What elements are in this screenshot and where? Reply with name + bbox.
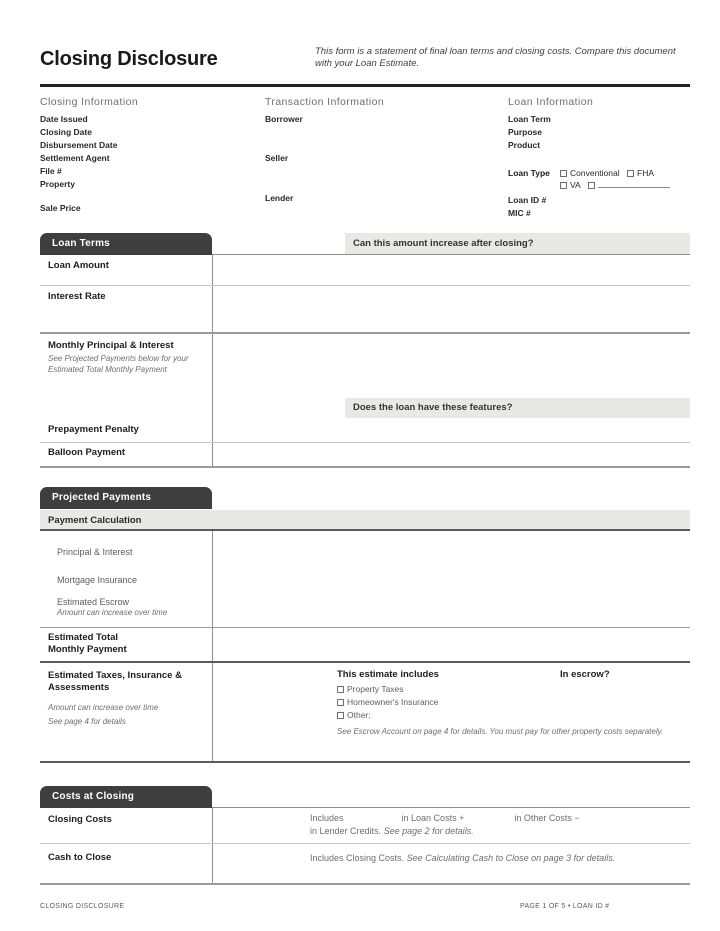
checkbox-label-property-taxes: Property Taxes [347,684,404,694]
row-label-interest-rate: Interest Rate [48,291,106,302]
transaction-information-heading: Transaction Information [265,96,385,108]
checkbox-icon-other[interactable] [337,712,344,719]
field-label-property: Property [40,179,75,189]
transaction-information-column [265,96,508,220]
checkbox-icon-property-taxes[interactable] [337,686,344,693]
checkbox-label-homeowners-insurance: Homeowner's Insurance [347,697,439,707]
checkbox-icon-conventional[interactable] [560,170,567,177]
field-label-file-number: File # [40,166,62,176]
estimated-escrow-note: Amount can increase over time [57,608,168,617]
projected-payments-section [40,487,690,763]
row-label-estimated-taxes: Estimated Taxes, Insurance & Assessments [48,670,182,693]
table-divider [212,254,213,468]
in-escrow-header: In escrow? [560,669,610,680]
closing-costs-lender-credits: in Lender Credits. [310,826,382,836]
row-label-prepayment-penalty: Prepayment Penalty [48,424,139,435]
loan-type-row [508,167,690,191]
row-separator [40,285,690,286]
closing-costs-includes: Includes [310,813,344,823]
field-label-closing-date: Closing Date [40,127,92,137]
footer-page-number: PAGE 1 OF 5 • LOAN ID # [520,903,610,910]
row-label-cash-to-close: Cash to Close [48,852,112,863]
field-label-lender: Lender [265,193,294,203]
loan-type-option-va: VA [570,180,581,190]
monthly-pi-note: See Projected Payments below for your Estimated Total Monthly Payment [48,354,189,374]
increase-after-closing-header: Can this amount increase after closing? [345,233,690,254]
loan-terms-section [40,233,690,468]
footer-document-name: CLOSING DISCLOSURE [40,903,125,910]
cash-to-close-text [310,852,615,865]
field-label-seller: Seller [265,153,289,163]
field-label-mic: MIC # [508,208,531,218]
info-section [40,96,690,220]
costs-at-closing-section [40,786,690,885]
row-label-estimated-total: Estimated Total Monthly Payment [48,632,127,655]
field-label-borrower: Borrower [265,114,303,124]
costs-at-closing-tab: Costs at Closing [40,786,212,808]
loan-terms-tab: Loan Terms [40,233,212,255]
closing-costs-other-costs: in Other Costs − [514,813,580,823]
page-subtitle: This form is a statement of final loan terms and closing costs. Compare this document with your Loan Estimate. [315,46,676,69]
estimate-includes-header: This estimate includes [337,669,439,680]
closing-information-column [40,96,265,220]
loan-information-column [508,96,690,220]
checkbox-icon-homeowners-insurance[interactable] [337,699,344,706]
field-label-purpose: Purpose [508,127,543,137]
field-label-loan-term: Loan Term [508,114,551,124]
taxes-note-2: See page 4 for details [48,717,126,726]
loan-features-header: Does the loan have these features? [345,398,690,418]
page-title: Closing Disclosure [40,48,218,70]
closing-information-heading: Closing Information [40,96,139,108]
loan-type-options [560,167,670,191]
table-divider [212,807,213,883]
row-label-estimated-escrow: Estimated Escrow [57,597,130,607]
field-label-disbursement-date: Disbursement Date [40,140,118,150]
field-label-loan-type: Loan Type [508,168,550,178]
row-separator [40,627,690,628]
checkbox-icon-fha[interactable] [627,170,634,177]
checkbox-label-other: Other: [347,710,371,720]
row-label-closing-costs: Closing Costs [48,814,112,825]
checkbox-icon-va[interactable] [560,182,567,189]
row-separator [40,442,690,443]
table-bottom-rule [40,761,690,763]
table-bottom-rule [40,466,690,468]
closing-costs-text-line1 [310,812,580,825]
loan-type-option-fha: FHA [637,168,654,178]
escrow-footnote: See Escrow Account on page 4 for details. You must pay for other property costs separately. [337,727,664,736]
field-label-sale-price: Sale Price [40,203,81,213]
field-label-loan-id: Loan ID # [508,195,547,205]
cash-to-close-includes: Includes Closing Costs. [310,853,405,863]
row-label-monthly-pi: Monthly Principal & Interest [48,340,174,351]
row-label-mortgage-insurance: Mortgage Insurance [57,575,138,585]
row-separator [40,332,690,334]
closing-costs-loan-costs: in Loan Costs + [401,813,465,823]
closing-costs-text-line2 [310,825,474,838]
field-label-settlement-agent: Settlement Agent [40,153,110,163]
table-top-rule [212,254,690,255]
closing-costs-see-page2: See page 2 for details. [383,826,474,836]
field-label-product: Product [508,140,541,150]
page-header [40,44,690,84]
estimate-checkbox-list [337,683,438,722]
loan-information-heading: Loan Information [508,96,594,108]
checkbox-icon-other-loan-type[interactable] [588,182,595,189]
field-label-date-issued: Date Issued [40,114,88,124]
loan-type-other-blank[interactable] [598,180,670,188]
taxes-note-1: Amount can increase over time [48,703,159,712]
loan-type-option-conventional: Conventional [570,168,620,178]
row-label-principal-interest: Principal & Interest [57,547,133,557]
projected-payments-tab: Projected Payments [40,487,212,509]
row-label-loan-amount: Loan Amount [48,260,109,271]
table-bottom-rule [40,883,690,885]
section-rule [40,661,690,663]
payment-calculation-header: Payment Calculation [40,510,690,531]
cash-to-close-see-page3: See Calculating Cash to Close on page 3 for details. [406,853,616,863]
row-label-balloon-payment: Balloon Payment [48,447,126,458]
row-separator [40,843,690,844]
table-top-rule [212,807,690,808]
header-rule [40,84,690,87]
